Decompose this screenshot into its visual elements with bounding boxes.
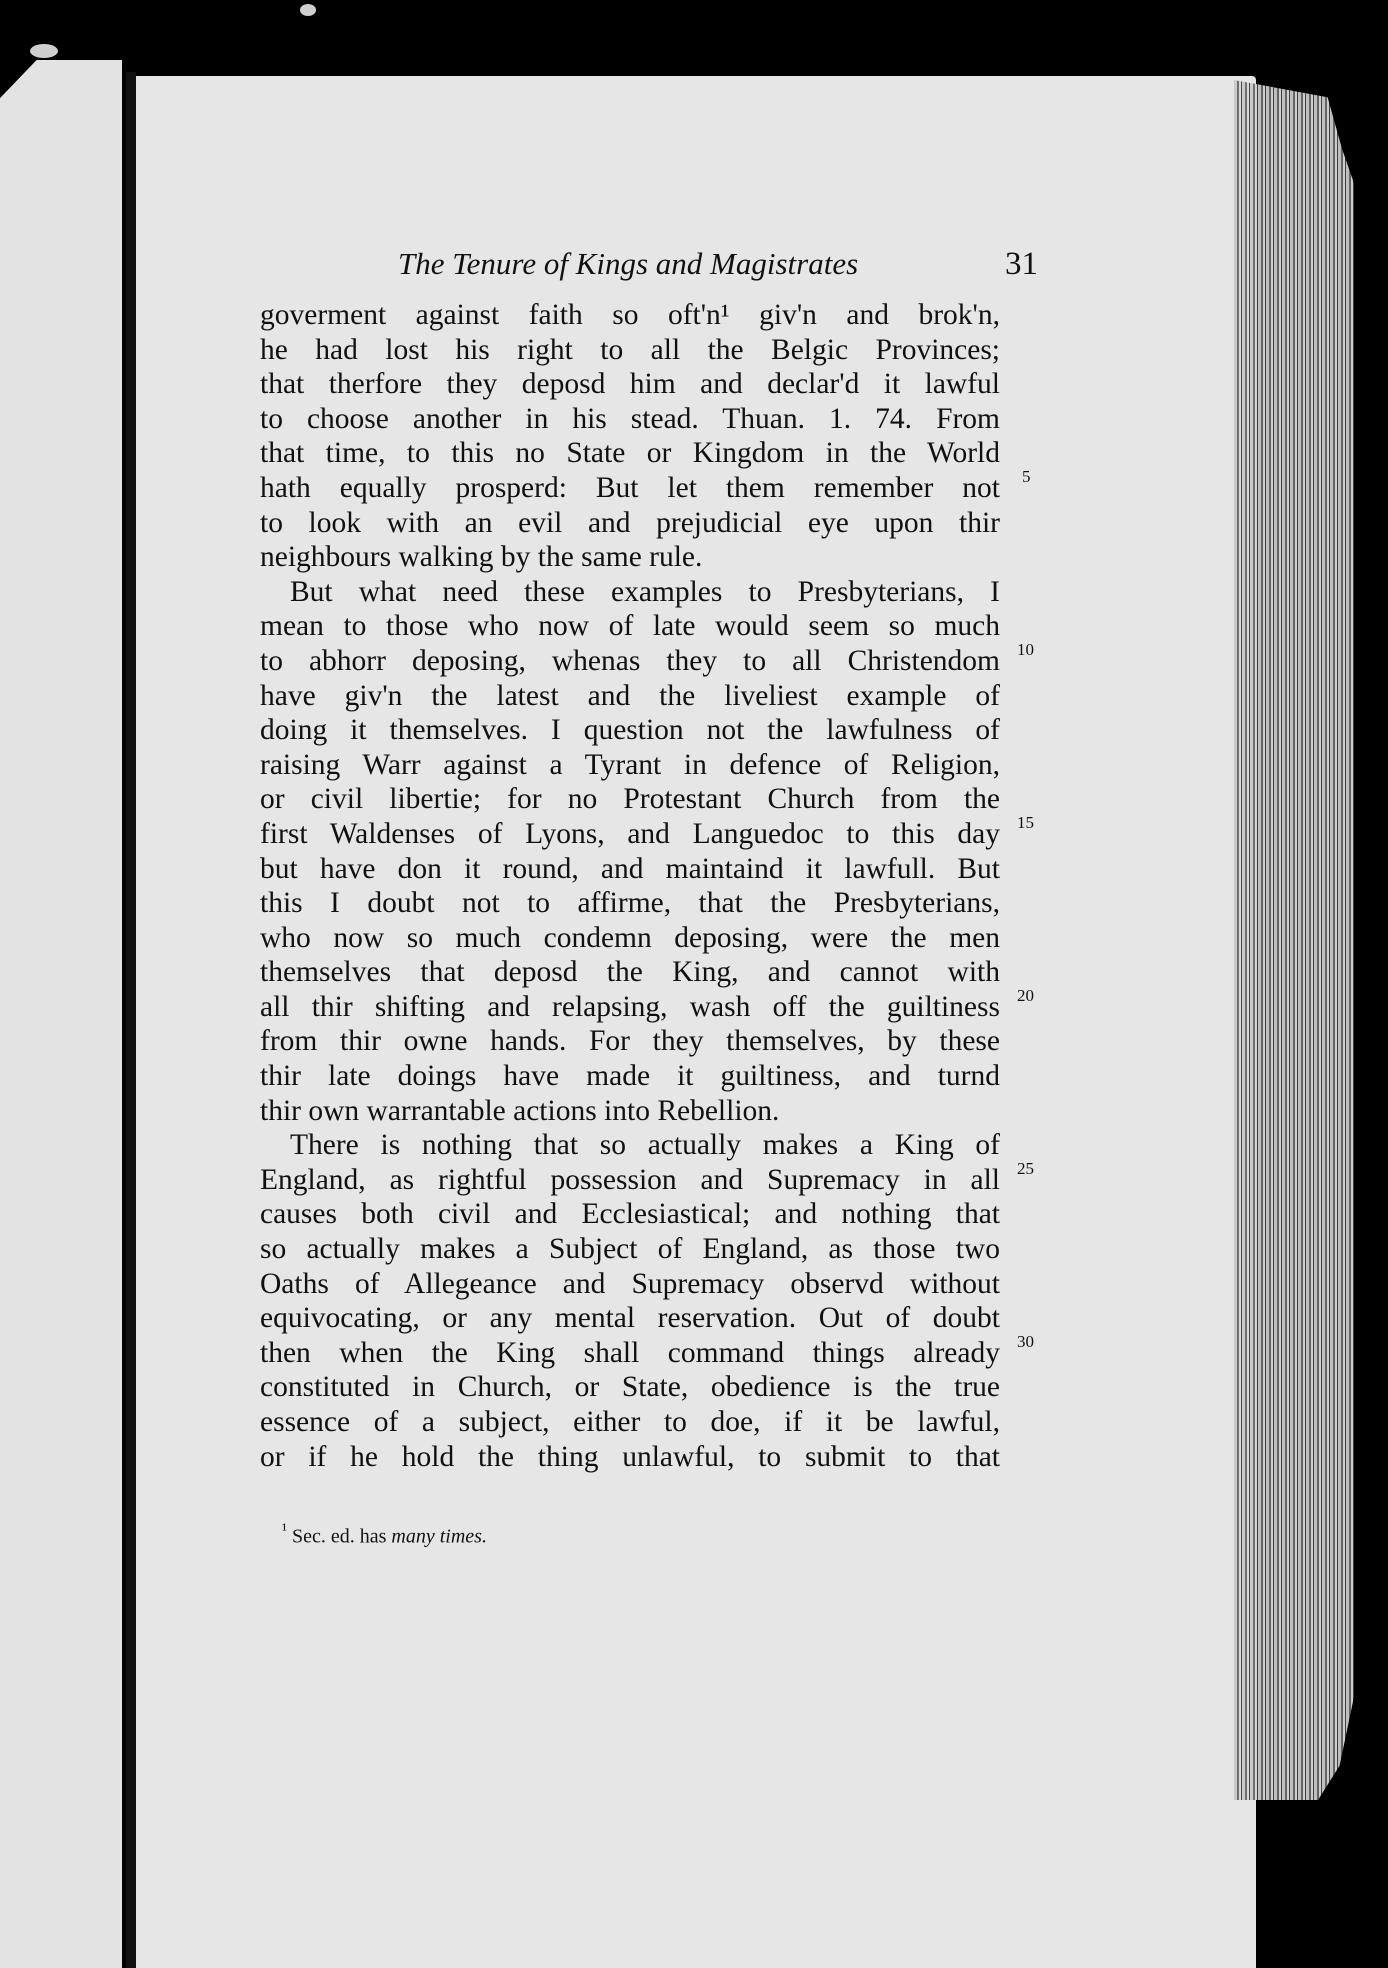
text-line: have giv'n the latest and the liveliest example of bbox=[260, 679, 1000, 712]
text-line: thir own warrantable actions into Rebellion. bbox=[260, 1094, 780, 1127]
text-line: that time, to this no State or Kingdom in the World bbox=[260, 437, 1000, 470]
text-line: equivocating, or any mental reservation. Out of doubt bbox=[260, 1302, 1000, 1335]
text-line: so actually makes a Subject of England, as those two bbox=[260, 1233, 1000, 1266]
line-number: 30 bbox=[1017, 1332, 1034, 1351]
text-line: but have don it round, and maintaind it lawfull. But bbox=[260, 852, 1000, 885]
line-number: 25 bbox=[1017, 1159, 1034, 1178]
text-line: goverment against faith so oft'n¹ giv'n and brok'n, bbox=[260, 299, 1000, 331]
line-number: 15 bbox=[1017, 813, 1034, 832]
text-line: There is nothing that so actually makes a King of bbox=[290, 1129, 1000, 1162]
line-number: 10 bbox=[1017, 640, 1034, 659]
footnote-text: Sec. ed. has bbox=[292, 1525, 387, 1548]
text-line: England, as rightful possession and Supremacy in all bbox=[260, 1163, 1000, 1196]
text-line: causes both civil and Ecclesiastical; and nothing that bbox=[260, 1198, 1000, 1231]
line-number: 5 bbox=[1022, 467, 1031, 486]
text-line: or if he hold the thing unlawful, to submit to that bbox=[260, 1440, 1000, 1473]
text-line: all thir shifting and relapsing, wash off the guiltiness bbox=[260, 990, 1000, 1023]
text-line: mean to those who now of late would seem so much bbox=[260, 610, 1000, 643]
scan-speck bbox=[30, 44, 58, 58]
footnote bbox=[282, 1520, 487, 1549]
footnote-italic-text: many times. bbox=[391, 1525, 487, 1548]
text-line: first Waldenses of Lyons, and Languedoc to this day bbox=[260, 817, 1000, 850]
text-line: constituted in Church, or State, obedience is the true bbox=[260, 1371, 1000, 1404]
page-number: 31 bbox=[1005, 246, 1038, 282]
body-text bbox=[260, 298, 1000, 1474]
text-line: to look with an evil and prejudicial eye upon thir bbox=[260, 506, 1000, 539]
text-line: then when the King shall command things already bbox=[260, 1336, 1000, 1369]
text-line: thir late doings have made it guiltiness, and turnd bbox=[260, 1060, 1000, 1093]
text-line: raising Warr against a Tyrant in defence of Religion, bbox=[260, 748, 1000, 781]
text-line: to choose another in his stead. Thuan. 1. 74. From bbox=[260, 402, 1000, 435]
text-line: he had lost his right to all the Belgic Provinces; bbox=[260, 333, 1000, 366]
text-line: essence of a subject, either to doe, if it be lawful, bbox=[260, 1406, 1000, 1438]
text-line: this I doubt not to affirme, that the Presbyterians, bbox=[260, 887, 1000, 920]
text-line: themselves that deposd the King, and cannot with bbox=[260, 956, 1000, 989]
text-line: hath equally prosperd: But let them remember not bbox=[260, 471, 1000, 504]
running-header bbox=[398, 246, 1038, 282]
text-line: or civil libertie; for no Protestant Church from the bbox=[260, 783, 1000, 816]
page-edges bbox=[1234, 80, 1354, 1800]
left-page-edge bbox=[0, 60, 122, 1968]
text-line: to abhorr deposing, whenas they to all Christendom bbox=[260, 644, 1000, 677]
text-line: that therfore they deposd him and declar'd it lawful bbox=[260, 368, 1000, 401]
footnote-marker: ¹ bbox=[282, 1520, 287, 1539]
book-gutter bbox=[126, 72, 136, 1968]
text-line: who now so much condemn deposing, were the men bbox=[260, 921, 1000, 954]
line-number: 20 bbox=[1017, 986, 1034, 1005]
text-line: neighbours walking by the same rule. bbox=[260, 541, 703, 574]
text-line: doing it themselves. I question not the lawfulness of bbox=[260, 714, 1000, 747]
text-line: from thir owne hands. For they themselves, by these bbox=[260, 1025, 1000, 1058]
running-title: The Tenure of Kings and Magistrates bbox=[398, 246, 859, 281]
text-line: Oaths of Allegeance and Supremacy observd without bbox=[260, 1267, 1000, 1300]
text-line: But what need these examples to Presbyterians, I bbox=[290, 575, 1000, 608]
scan-speck bbox=[300, 4, 316, 16]
